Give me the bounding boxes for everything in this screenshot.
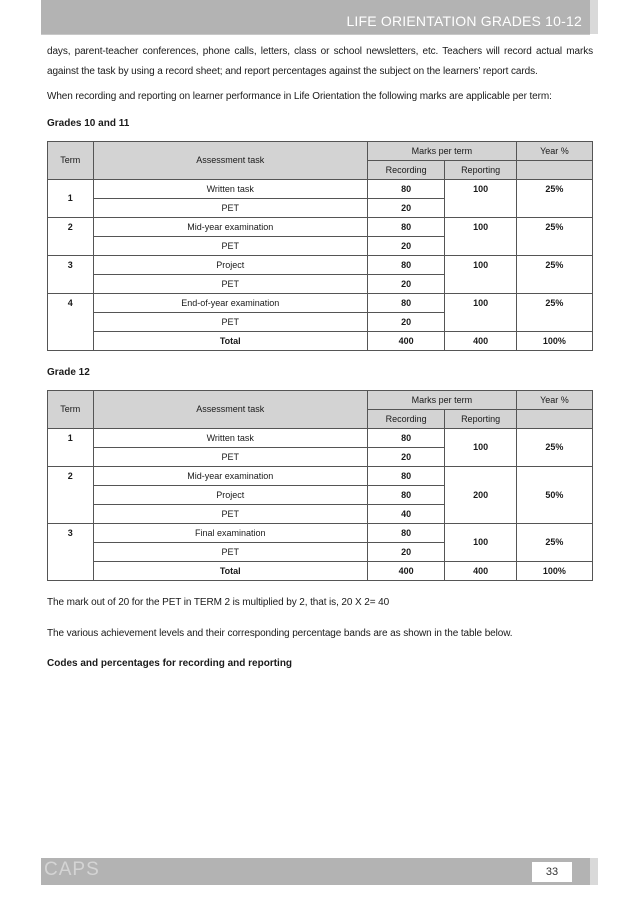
col-header-marks-per-term: Marks per term xyxy=(367,141,516,160)
cell-term: 3 xyxy=(48,255,94,293)
cell-task: PET xyxy=(93,198,367,217)
cell-reporting: 100 xyxy=(445,179,516,217)
header-rule xyxy=(41,34,590,35)
cell-recording: 40 xyxy=(367,504,444,523)
col-header-assessment-task: Assessment task xyxy=(93,390,367,428)
cell-task: PET xyxy=(93,542,367,561)
cell-recording: 20 xyxy=(367,542,444,561)
table-row xyxy=(48,255,593,274)
cell-task: Project xyxy=(93,485,367,504)
cell-reporting: 100 xyxy=(445,217,516,255)
cell-total-year: 100% xyxy=(516,331,592,350)
table-row-total xyxy=(48,561,593,580)
col-header-reporting: Reporting xyxy=(445,160,516,179)
cell-total-reporting: 400 xyxy=(445,331,516,350)
paragraph-pet-multiplier: The mark out of 20 for the PET in TERM 2 is multiplied by 2, that is, 20 X 2= 40 xyxy=(47,596,390,608)
table-row xyxy=(48,466,593,485)
cell-year: 25% xyxy=(516,523,592,561)
cell-term: 2 xyxy=(48,466,94,523)
cell-task: PET xyxy=(93,274,367,293)
table-row-total xyxy=(48,331,593,350)
cell-recording: 20 xyxy=(367,274,444,293)
cell-task: Written task xyxy=(93,428,367,447)
cell-term: 3 xyxy=(48,523,94,580)
cell-year: 25% xyxy=(516,217,592,255)
cell-total-reporting: 400 xyxy=(445,561,516,580)
page-number: 33 xyxy=(532,862,572,882)
cell-recording: 80 xyxy=(367,179,444,198)
cell-reporting: 100 xyxy=(445,523,516,561)
cell-year: 25% xyxy=(516,179,592,217)
cell-year: 25% xyxy=(516,293,592,331)
heading-grades-10-11: Grades 10 and 11 xyxy=(47,117,130,129)
cell-recording: 80 xyxy=(367,523,444,542)
cell-task: Written task xyxy=(93,179,367,198)
paragraph-marks-applicable: When recording and reporting on learner performance in Life Orientation the following marks are applicable per term: xyxy=(47,91,552,102)
table-row xyxy=(48,217,593,236)
cell-total-year: 100% xyxy=(516,561,592,580)
table-grades-10-11 xyxy=(47,141,593,351)
cell-total-recording: 400 xyxy=(367,331,444,350)
running-header-title: LIFE ORIENTATION GRADES 10-12 xyxy=(346,13,582,29)
table-row xyxy=(48,179,593,198)
cell-task: Mid-year examination xyxy=(93,217,367,236)
cell-task: Project xyxy=(93,255,367,274)
cell-reporting: 200 xyxy=(445,466,516,523)
cell-task: PET xyxy=(93,236,367,255)
cell-reporting: 100 xyxy=(445,255,516,293)
col-header-year-pct: Year % xyxy=(516,390,592,409)
footer-side-tab xyxy=(590,858,598,885)
col-header-term: Term xyxy=(48,390,94,428)
paragraph-achievement-levels: The various achievement levels and their corresponding percentage bands are as shown in the table below. xyxy=(47,628,513,639)
col-header-year-blank xyxy=(516,409,592,428)
col-header-recording: Recording xyxy=(367,409,444,428)
cell-recording: 80 xyxy=(367,485,444,504)
table-row xyxy=(48,523,593,542)
cell-year: 25% xyxy=(516,255,592,293)
footer-brand: CAPS xyxy=(44,859,100,880)
cell-term: 1 xyxy=(48,428,94,466)
cell-recording: 80 xyxy=(367,428,444,447)
cell-term: 2 xyxy=(48,217,94,255)
cell-recording: 80 xyxy=(367,255,444,274)
col-header-reporting: Reporting xyxy=(445,409,516,428)
cell-recording: 80 xyxy=(367,293,444,312)
cell-task: PET xyxy=(93,504,367,523)
heading-grade-12: Grade 12 xyxy=(47,366,90,378)
cell-total-label: Total xyxy=(93,561,367,580)
cell-reporting: 100 xyxy=(445,293,516,331)
paragraph-intro-continued: days, parent-teacher conferences, phone calls, letters, class or school newsletters, etc. Teachers will record actual marks against the task by using a record sheet; and report percentages against the subject on the learners’ report cards. xyxy=(47,46,593,77)
table-row xyxy=(48,293,593,312)
cell-reporting: 100 xyxy=(445,428,516,466)
cell-task: Final examination xyxy=(93,523,367,542)
cell-year: 25% xyxy=(516,428,592,466)
cell-recording: 80 xyxy=(367,217,444,236)
col-header-recording: Recording xyxy=(367,160,444,179)
cell-recording: 80 xyxy=(367,466,444,485)
cell-task: End-of-year examination xyxy=(93,293,367,312)
table-grade-12 xyxy=(47,390,593,581)
col-header-marks-per-term: Marks per term xyxy=(367,390,516,409)
page-content xyxy=(47,42,593,672)
cell-recording: 20 xyxy=(367,236,444,255)
heading-codes-percentages: Codes and percentages for recording and reporting xyxy=(47,657,293,669)
cell-task: Mid-year examination xyxy=(93,466,367,485)
footer-bar xyxy=(41,858,590,885)
cell-year: 50% xyxy=(516,466,592,523)
cell-recording: 20 xyxy=(367,447,444,466)
col-header-year-blank xyxy=(516,160,592,179)
cell-term: 4 xyxy=(48,293,94,350)
cell-term: 1 xyxy=(48,179,94,217)
col-header-year-pct: Year % xyxy=(516,141,592,160)
table-row xyxy=(48,428,593,447)
cell-task: PET xyxy=(93,447,367,466)
col-header-term: Term xyxy=(48,141,94,179)
cell-recording: 20 xyxy=(367,312,444,331)
cell-total-recording: 400 xyxy=(367,561,444,580)
cell-total-label: Total xyxy=(93,331,367,350)
cell-task: PET xyxy=(93,312,367,331)
header-side-tab xyxy=(590,0,598,34)
col-header-assessment-task: Assessment task xyxy=(93,141,367,179)
cell-recording: 20 xyxy=(367,198,444,217)
